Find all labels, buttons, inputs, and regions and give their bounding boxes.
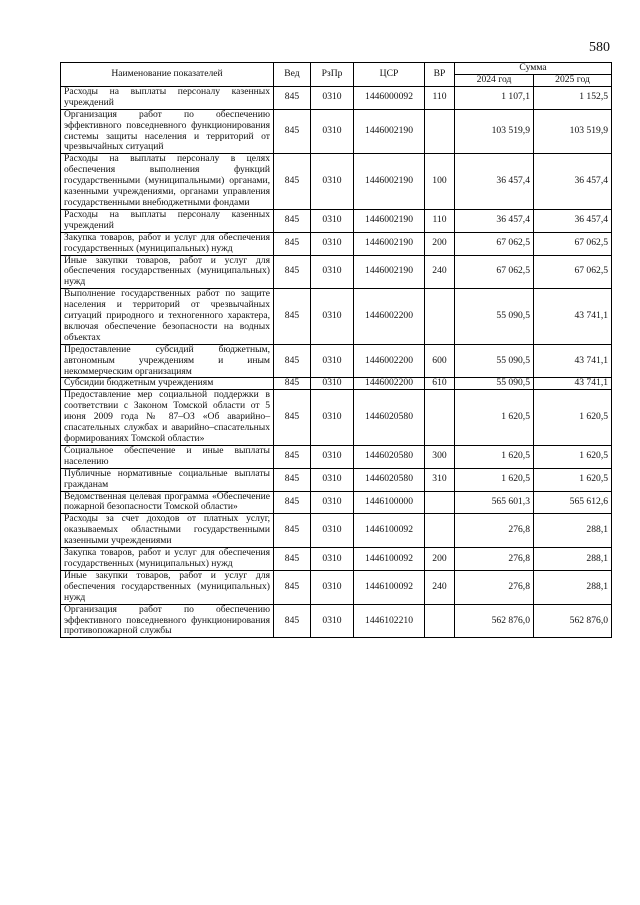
table-row	[61, 514, 612, 548]
row-sum-2025: 103 519,9	[534, 109, 612, 154]
header-csr: ЦСР	[354, 63, 425, 87]
row-sum-2025: 36 457,4	[534, 209, 612, 232]
row-csr: 1446002200	[354, 344, 425, 378]
row-sum-2024: 103 519,9	[455, 109, 534, 154]
row-csr: 1446100092	[354, 514, 425, 548]
row-sum-2025: 1 620,5	[534, 445, 612, 468]
row-ved: 845	[274, 491, 311, 514]
row-ved: 845	[274, 86, 311, 109]
table-row	[61, 232, 612, 255]
row-rzpr: 0310	[311, 209, 354, 232]
row-rzpr: 0310	[311, 109, 354, 154]
row-vr: 200	[425, 232, 455, 255]
table-row	[61, 289, 612, 345]
row-sum-2025: 43 741,1	[534, 378, 612, 390]
table-row	[61, 548, 612, 571]
row-sum-2025: 288,1	[534, 570, 612, 604]
row-ved: 845	[274, 344, 311, 378]
table-row	[61, 491, 612, 514]
row-name: Расходы за счет доходов от платных услуг, оказываемых областными государственными казенными учреждениями	[61, 514, 274, 548]
row-sum-2025: 67 062,5	[534, 232, 612, 255]
row-sum-2024: 1 107,1	[455, 86, 534, 109]
row-name: Ведомственная целевая программа «Обеспечение пожарной безопасности Томской области»	[61, 491, 274, 514]
row-vr: 310	[425, 468, 455, 491]
row-sum-2025: 67 062,5	[534, 255, 612, 289]
row-vr: 100	[425, 154, 455, 210]
row-ved: 845	[274, 548, 311, 571]
row-vr	[425, 289, 455, 345]
row-rzpr: 0310	[311, 289, 354, 345]
row-sum-2024: 36 457,4	[455, 209, 534, 232]
header-2025: 2025 год	[534, 75, 612, 87]
row-ved: 845	[274, 570, 311, 604]
row-sum-2025: 43 741,1	[534, 289, 612, 345]
row-vr	[425, 604, 455, 638]
header-name: Наименование показателей	[61, 63, 274, 87]
row-sum-2024: 562 876,0	[455, 604, 534, 638]
row-csr: 1446002190	[354, 255, 425, 289]
row-csr: 1446100000	[354, 491, 425, 514]
row-name: Иные закупки товаров, работ и услуг для обеспечения государственных (муниципальных) нужд	[61, 255, 274, 289]
row-sum-2024: 276,8	[455, 570, 534, 604]
table-header	[61, 63, 612, 87]
header-2024: 2024 год	[455, 75, 534, 87]
row-csr: 1446020580	[354, 445, 425, 468]
row-rzpr: 0310	[311, 548, 354, 571]
row-name: Расходы на выплаты персоналу казенных учреждений	[61, 86, 274, 109]
row-ved: 845	[274, 255, 311, 289]
row-sum-2024: 55 090,5	[455, 289, 534, 345]
row-rzpr: 0310	[311, 445, 354, 468]
row-sum-2024: 1 620,5	[455, 445, 534, 468]
table-row	[61, 344, 612, 378]
row-name: Закупка товаров, работ и услуг для обеспечения государственных (муниципальных) нужд	[61, 232, 274, 255]
row-ved: 845	[274, 154, 311, 210]
row-sum-2024: 1 620,5	[455, 390, 534, 446]
row-rzpr: 0310	[311, 390, 354, 446]
row-rzpr: 0310	[311, 154, 354, 210]
row-sum-2024: 55 090,5	[455, 378, 534, 390]
header-ved: Вед	[274, 63, 311, 87]
table-row	[61, 570, 612, 604]
row-rzpr: 0310	[311, 255, 354, 289]
row-name: Расходы на выплаты персоналу в целях обеспечения выполнения функций государственными (муниципальными) органами, казенными учреждениями, органами управления государственными внебюджетными фондами	[61, 154, 274, 210]
row-vr: 600	[425, 344, 455, 378]
table-row	[61, 255, 612, 289]
table-row	[61, 209, 612, 232]
row-sum-2025: 1 152,5	[534, 86, 612, 109]
row-sum-2025: 36 457,4	[534, 154, 612, 210]
row-csr: 1446020580	[354, 390, 425, 446]
row-name: Закупка товаров, работ и услуг для обеспечения государственных (муниципальных) нужд	[61, 548, 274, 571]
row-sum-2025: 1 620,5	[534, 468, 612, 491]
row-vr: 610	[425, 378, 455, 390]
row-vr: 240	[425, 255, 455, 289]
header-sum: Сумма	[455, 63, 612, 75]
budget-table	[60, 62, 612, 638]
row-vr: 240	[425, 570, 455, 604]
table-row	[61, 445, 612, 468]
row-sum-2025: 565 612,6	[534, 491, 612, 514]
row-sum-2025: 43 741,1	[534, 344, 612, 378]
row-csr: 1446102210	[354, 604, 425, 638]
table-row	[61, 109, 612, 154]
row-ved: 845	[274, 289, 311, 345]
row-ved: 845	[274, 390, 311, 446]
row-ved: 845	[274, 445, 311, 468]
row-sum-2024: 565 601,3	[455, 491, 534, 514]
table-row	[61, 604, 612, 638]
row-sum-2024: 276,8	[455, 514, 534, 548]
row-rzpr: 0310	[311, 514, 354, 548]
table-row	[61, 86, 612, 109]
row-sum-2024: 276,8	[455, 548, 534, 571]
table-row	[61, 390, 612, 446]
row-csr: 1446002190	[354, 109, 425, 154]
row-csr: 1446100092	[354, 548, 425, 571]
row-sum-2025: 288,1	[534, 548, 612, 571]
row-sum-2025: 562 876,0	[534, 604, 612, 638]
row-name: Предоставление мер социальной поддержки в соответствии с Законом Томской области от 5 июня 2009 года № 87–ОЗ «Об аварийно–спасательных службах и аварийно–спасательных формированиях Томской области»	[61, 390, 274, 446]
row-name: Расходы на выплаты персоналу казенных учреждений	[61, 209, 274, 232]
row-sum-2025: 288,1	[534, 514, 612, 548]
row-rzpr: 0310	[311, 604, 354, 638]
row-name: Социальное обеспечение и иные выплаты населению	[61, 445, 274, 468]
row-vr: 110	[425, 209, 455, 232]
row-csr: 1446002190	[354, 154, 425, 210]
header-rzpr: РзПр	[311, 63, 354, 87]
row-sum-2024: 1 620,5	[455, 468, 534, 491]
row-name: Организация работ по обеспечению эффективного повседневного функционирования противопожарной службы	[61, 604, 274, 638]
row-ved: 845	[274, 209, 311, 232]
row-csr: 1446002190	[354, 209, 425, 232]
row-sum-2024: 36 457,4	[455, 154, 534, 210]
row-csr: 1446002190	[354, 232, 425, 255]
row-vr	[425, 514, 455, 548]
table-row	[61, 154, 612, 210]
row-ved: 845	[274, 468, 311, 491]
row-name: Организация работ по обеспечению эффективного повседневного функционирования системы защиты населения и территорий от чрезвычайных ситуаций	[61, 109, 274, 154]
row-vr	[425, 491, 455, 514]
row-csr: 1446020580	[354, 468, 425, 491]
row-name: Субсидии бюджетным учреждениям	[61, 378, 274, 390]
row-vr: 200	[425, 548, 455, 571]
header-vr: ВР	[425, 63, 455, 87]
row-csr: 1446100092	[354, 570, 425, 604]
table-row	[61, 468, 612, 491]
row-rzpr: 0310	[311, 570, 354, 604]
row-csr: 1446000092	[354, 86, 425, 109]
row-rzpr: 0310	[311, 378, 354, 390]
row-rzpr: 0310	[311, 468, 354, 491]
row-vr: 110	[425, 86, 455, 109]
row-name: Публичные нормативные социальные выплаты гражданам	[61, 468, 274, 491]
row-ved: 845	[274, 232, 311, 255]
row-rzpr: 0310	[311, 232, 354, 255]
row-name: Иные закупки товаров, работ и услуг для обеспечения государственных (муниципальных) нужд	[61, 570, 274, 604]
page-number: 580	[589, 40, 610, 55]
row-ved: 845	[274, 378, 311, 390]
row-sum-2025: 1 620,5	[534, 390, 612, 446]
row-ved: 845	[274, 514, 311, 548]
row-sum-2024: 55 090,5	[455, 344, 534, 378]
row-csr: 1446002200	[354, 378, 425, 390]
row-sum-2024: 67 062,5	[455, 255, 534, 289]
table-body	[61, 86, 612, 637]
row-vr	[425, 109, 455, 154]
table-row	[61, 378, 612, 390]
row-sum-2024: 67 062,5	[455, 232, 534, 255]
row-rzpr: 0310	[311, 344, 354, 378]
row-vr: 300	[425, 445, 455, 468]
row-vr	[425, 390, 455, 446]
row-rzpr: 0310	[311, 86, 354, 109]
row-csr: 1446002200	[354, 289, 425, 345]
row-rzpr: 0310	[311, 491, 354, 514]
row-name: Выполнение государственных работ по защите населения и территорий от чрезвычайных ситуаций природного и техногенного характера, включая обеспечение безопасности на водных объектах	[61, 289, 274, 345]
row-ved: 845	[274, 604, 311, 638]
row-ved: 845	[274, 109, 311, 154]
row-name: Предоставление субсидий бюджетным, автономным учреждениям и иным некоммерческим организациям	[61, 344, 274, 378]
